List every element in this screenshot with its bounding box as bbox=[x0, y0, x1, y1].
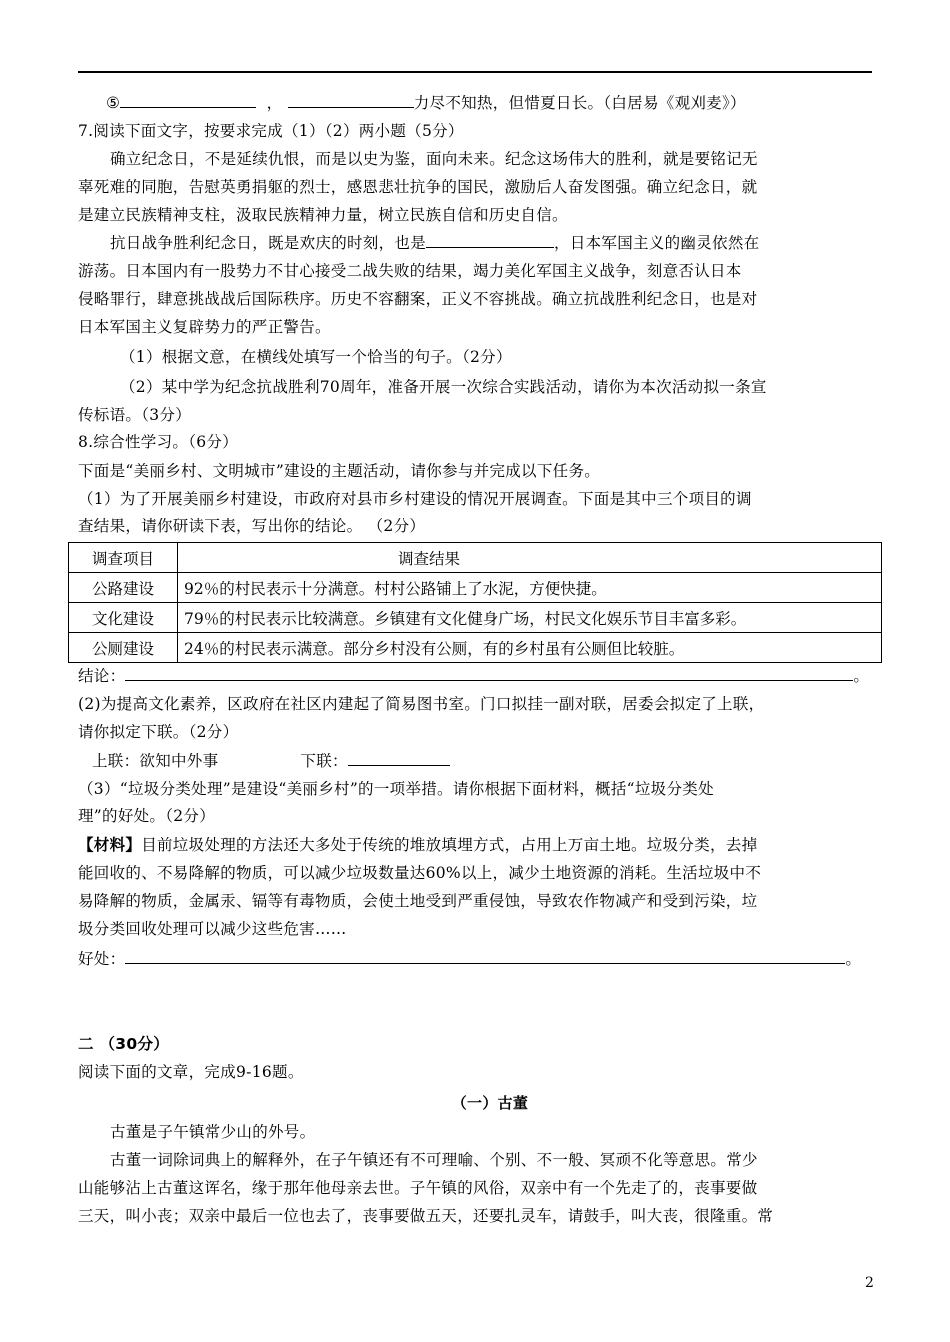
table-cell: 公路建设 bbox=[69, 573, 178, 603]
table-row bbox=[69, 633, 882, 663]
material-line: 能回收的、不易降解的物质，可以减少垃圾数量达60%以上，减少土地资源的消耗。生活垃圾中不 bbox=[78, 864, 762, 882]
table-cell: 24％的村民表示满意。部分乡村没有公厕，有的乡村虽有公厕但比较脏。 bbox=[178, 633, 882, 663]
section-title: 二 （30分） bbox=[78, 1035, 170, 1053]
material-line: 【材料】目前垃圾处理的方法还大多处于传统的堆放填埋方式，占用上万亩土地。垃圾分类，去掉 bbox=[78, 836, 758, 854]
table-cell: 公厕建设 bbox=[69, 633, 178, 663]
q8-subquestion-1-cont: 查结果，请你研读下表，写出你的结论。 （2分） bbox=[78, 517, 426, 535]
table-header-row bbox=[69, 543, 882, 573]
header-rule bbox=[78, 71, 872, 73]
couplet-upper: 上联：欲知中外事 bbox=[92, 752, 219, 770]
q8-subquestion-3: （3）“垃圾分类处理”是建设“美丽乡村”的一项举措。请你根据下面材料，概括“垃圾分类处 bbox=[78, 780, 714, 798]
conclusion-blank[interactable] bbox=[125, 664, 853, 681]
survey-table bbox=[68, 542, 882, 663]
q7-para2-line: 日本军国主义复辟势力的严正警告。 bbox=[78, 318, 331, 336]
material-label: 【材料】 bbox=[78, 836, 142, 854]
table-cell: 92％的村民表示十分满意。村村公路铺上了水泥，方便快捷。 bbox=[178, 573, 882, 603]
q7-para1-line: 是建立民族精神支柱，汲取民族精神力量，树立民族自信和历史自信。 bbox=[78, 206, 568, 224]
article-para: 山能够沾上古董这诨名，缘于那年他母亲去世。子午镇的风俗，双亲中有一个先走了的，丧事要做 bbox=[78, 1179, 758, 1197]
q8-subquestion-3-cont: 理”的好处。（2分） bbox=[78, 807, 216, 825]
q7-fill-blank[interactable] bbox=[426, 231, 554, 248]
q7-subquestion-1: （1）根据文意，在横线处填写一个恰当的句子。（2分） bbox=[120, 348, 512, 366]
table-row bbox=[69, 573, 882, 603]
article-para: 三天，叫小丧；双亲中最后一位也去了，丧事要做五天，还要扎灵车，请鼓手，叫大丧，很隆重。常 bbox=[78, 1207, 774, 1225]
article-para: 古董一词除词典上的解释外，在子午镇还有不可理喻、个别、不一般、冥顽不化等意思。常少 bbox=[110, 1151, 758, 1169]
table-cell: 文化建设 bbox=[69, 603, 178, 633]
q7-subquestion-2: （2）某中学为纪念抗战胜利70周年，准备开展一次综合实践活动，请你为本次活动拟一条宣 bbox=[120, 378, 767, 396]
q8-subquestion-2-cont: 请你拟定下联。（2分） bbox=[78, 723, 239, 741]
q8-subquestion-1: （1）为了开展美丽乡村建设，市政府对县市乡村建设的情况开展调查。下面是其中三个项目的调 bbox=[78, 490, 752, 508]
q8-intro: 下面是“美丽乡村、文明城市”建设的主题活动，请你参与并完成以下任务。 bbox=[78, 462, 601, 480]
q7-subquestion-2-cont: 传标语。（3分） bbox=[78, 406, 192, 424]
q7-para1-line: 确立纪念日，不是延续仇恨，而是以史为鉴，面向未来。纪念这场伟大的胜利，就是要铭记无 bbox=[110, 150, 758, 168]
q7-para2-line: 侵略罪行，肆意挑战战后国际秩序。历史不容翻案，正义不容挑战。确立抗战胜利纪念日，也是对 bbox=[78, 290, 758, 308]
q6-item5: ⑤ ， 力尽不知热，但惜夏日长。（白居易《观刈麦》） bbox=[78, 91, 900, 115]
table-cell: 79％的村民表示比较满意。乡镇建有文化健身广场，村民文化娱乐节目丰富多彩。 bbox=[178, 603, 882, 633]
table-header-cell: 调查结果 bbox=[178, 543, 882, 573]
benefit-line: 好处： 。 bbox=[78, 947, 872, 971]
q7-title: 7.阅读下面文字，按要求完成（1）（2）两小题（5分） bbox=[78, 122, 464, 140]
q6-item5-blank2[interactable] bbox=[288, 91, 414, 108]
article-para: 古董是子午镇常少山的外号。 bbox=[110, 1123, 316, 1141]
couplet-line bbox=[78, 749, 886, 773]
couplet-lower-label: 下联： bbox=[300, 752, 348, 770]
q7-para2-line: 游荡。日本国内有一股势力不甘心接受二战失败的结果，竭力美化军国主义战争，刻意否认日本 bbox=[78, 262, 742, 280]
page-number: 2 bbox=[865, 1275, 874, 1291]
q6-item5-number: ⑤ bbox=[106, 94, 121, 112]
q8-title: 8.综合性学习。（6分） bbox=[78, 433, 239, 451]
table-header-cell: 调查项目 bbox=[69, 543, 178, 573]
couplet-lower-blank[interactable] bbox=[348, 749, 450, 766]
benefit-blank[interactable] bbox=[125, 947, 845, 964]
section-intro: 阅读下面的文章，完成9-16题。 bbox=[78, 1063, 304, 1081]
table-row bbox=[69, 603, 882, 633]
material-line: 圾分类回收处理可以减少这些危害…… bbox=[78, 920, 347, 938]
article-title: （一）古董 bbox=[451, 1094, 529, 1112]
q7-para1-line: 辜死难的同胞，告慰英勇捐躯的烈士，感恩悲壮抗争的国民，激励后人奋发图强。确立纪念日，就 bbox=[78, 178, 758, 196]
q7-para2-first-line: 抗日战争胜利纪念日，既是欢庆的时刻，也是 ，日本军国主义的幽灵依然在 bbox=[78, 231, 904, 255]
material-line: 易降解的物质，金属汞、镉等有毒物质，会使土地受到严重侵蚀，导致农作物减产和受到污染，垃 bbox=[78, 892, 758, 910]
conclusion-line: 结论： 。 bbox=[78, 664, 872, 688]
q8-subquestion-2: (2)为提高文化素养，区政府在社区内建起了简易图书室。门口拟挂一副对联，居委会拟定了上联， bbox=[78, 695, 765, 713]
q6-item5-blank1[interactable] bbox=[120, 91, 256, 108]
